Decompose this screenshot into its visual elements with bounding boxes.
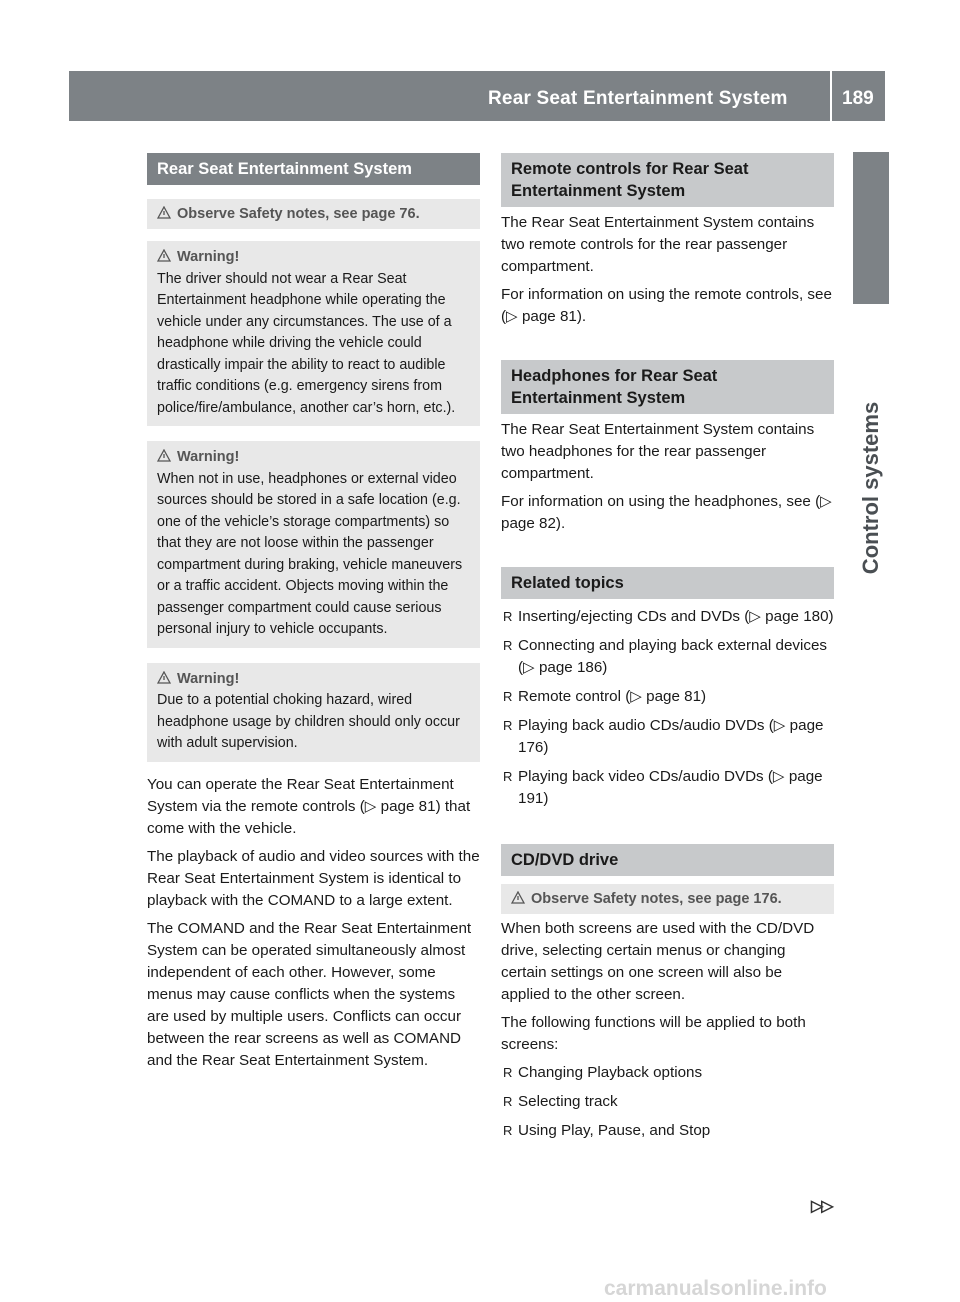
header-separator <box>830 71 832 121</box>
warning-text: Due to a potential choking hazard, wired headphone usage by children should only occur with adult supervision. <box>157 692 460 751</box>
related-topic-link[interactable]: R Connecting and playing back external devices (▷ page 186) <box>501 635 834 679</box>
safety-note-text: Observe Safety notes, see page 176. <box>531 891 782 907</box>
warning-title: Warning! <box>177 449 240 465</box>
continue-marker: ▷▷ <box>811 1198 832 1215</box>
body-paragraph: The COMAND and the Rear Seat Entertainment System can be operated simultaneously almost independent of each other. However, some menus may cause conflicts when the systems are used by multiple users. Conflicts can occur between the rear screens as well as COMAND and the Rear Seat Entertainment System. <box>147 919 472 1069</box>
left-column <box>147 153 480 1078</box>
warning-triangle-icon <box>157 449 171 462</box>
section-heading-remote-controls: Remote controls for Rear Seat Entertainment System <box>501 153 834 207</box>
running-header-title: Rear Seat Entertainment System <box>488 88 788 109</box>
list-item: R Changing Playback options <box>501 1062 834 1084</box>
safety-note <box>501 884 834 914</box>
section-heading-related-topics: Related topics <box>501 567 834 599</box>
side-tab-label: Control systems <box>858 401 883 575</box>
warning-box <box>147 663 480 762</box>
warning-triangle-icon <box>157 206 171 219</box>
warning-text: When not in use, headphones or external video sources should be stored in a safe location (e.g. one of the vehicle’s storage compartments) so that they are not loose within the passenger compartment during braking, vehicle maneuvers or a traffic accident. Objects moving within the passenger compartment could cause serious personal injury to vehicle occupants. <box>157 470 463 637</box>
body-paragraph: The Rear Seat Entertainment System contains two headphones for the rear passenger compartment. <box>501 421 815 482</box>
page-number: 189 <box>842 88 874 109</box>
safety-note <box>147 199 480 229</box>
section-heading-headphones: Headphones for Rear Seat Entertainment System <box>501 360 834 414</box>
body-paragraph: You can operate the Rear Seat Entertainment System via the remote controls (▷ page 81) that come with the vehicle. <box>147 775 471 837</box>
related-topic-link[interactable]: R Inserting/ejecting CDs and DVDs (▷ page 180) <box>501 606 834 628</box>
footer-watermark: carmanualsonline.info <box>604 1277 827 1300</box>
safety-note-text: Observe Safety notes, see page 76. <box>177 206 420 222</box>
warning-triangle-icon <box>157 249 171 262</box>
list-item: R Using Play, Pause, and Stop <box>501 1120 834 1142</box>
body-paragraph: The playback of audio and video sources with the Rear Seat Entertainment System is identical to playback with the COMAND to a large extent. <box>147 847 480 909</box>
right-column <box>501 153 834 1149</box>
body-paragraph: The following functions will be applied to both screens: <box>501 1014 806 1053</box>
related-topic-link[interactable]: R Playing back audio CDs/audio DVDs (▷ page 176) <box>501 715 834 759</box>
section-heading: Rear Seat Entertainment System <box>147 153 480 185</box>
body-paragraph: For information on using the remote controls, see (▷ page 81). <box>501 286 832 325</box>
body-paragraph: When both screens are used with the CD/DVD drive, selecting certain menus or changing certain settings on one screen will also be applied to the other screen. <box>501 920 815 1003</box>
warning-triangle-icon <box>157 671 171 684</box>
warning-box <box>147 441 480 648</box>
warning-box <box>147 241 480 426</box>
section-heading-cd-dvd-drive: CD/DVD drive <box>501 844 834 876</box>
warning-title: Warning! <box>177 670 240 687</box>
related-topic-link[interactable]: R Remote control (▷ page 81) <box>501 686 834 708</box>
warning-title: Warning! <box>177 249 240 265</box>
list-item: R Selecting track <box>501 1091 834 1113</box>
body-paragraph: For information on using the headphones, see (▷ page 82). <box>501 493 832 532</box>
side-tab <box>853 152 889 304</box>
related-topic-link[interactable]: R Playing back video CDs/audio DVDs (▷ page 191) <box>501 766 834 810</box>
body-paragraph: The Rear Seat Entertainment System contains two remote controls for the rear passenger compartment. <box>501 214 815 275</box>
warning-text: The driver should not wear a Rear Seat Entertainment headphone while operating the vehicle under any circumstances. The use of a headphone while driving the vehicle could drastically impair the ability to react to audible traffic conditions (e.g. emergency sirens from police/fire/ambulance, another car’s horn, etc.). <box>157 270 456 416</box>
warning-triangle-icon <box>511 891 525 904</box>
